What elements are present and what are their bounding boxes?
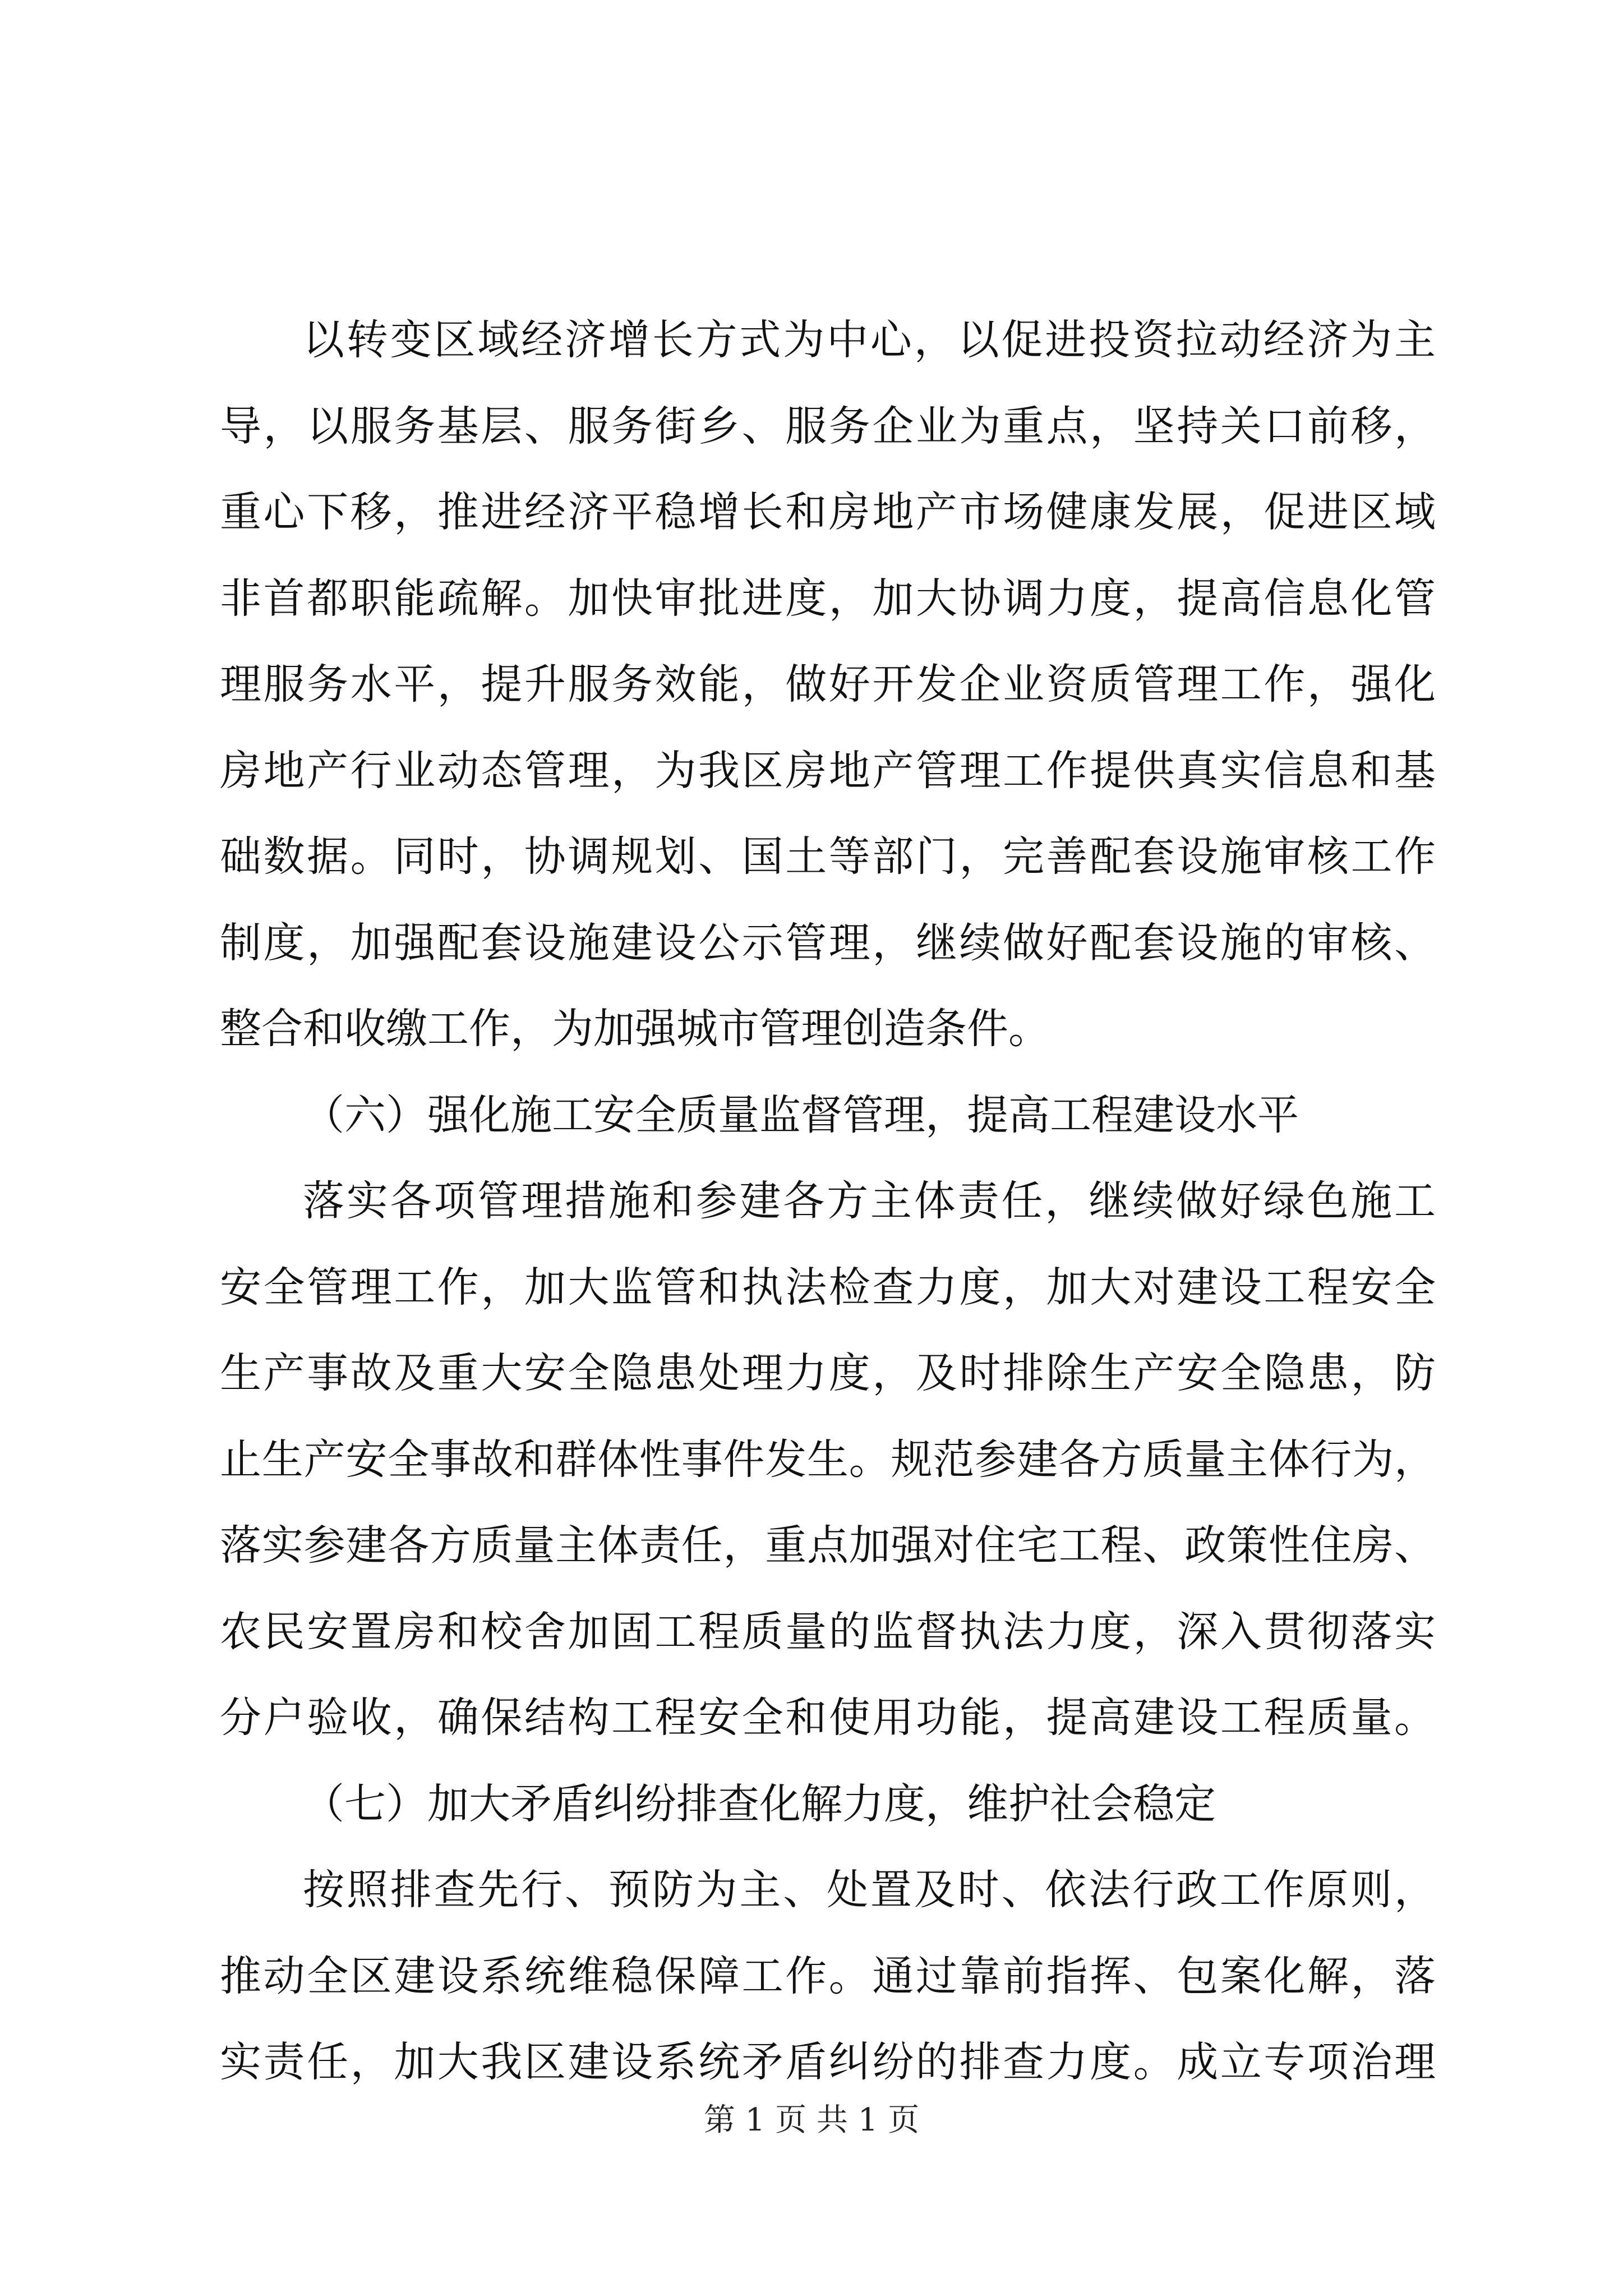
paragraph-line: 导，以服务基层、服务街乡、服务企业为重点，坚持关口前移， — [220, 402, 1436, 450]
paragraph-line: 按照排查先行、预防为主、处置及时、依法行政工作原则， — [303, 1866, 1436, 1914]
paragraph-line: 落实各项管理措施和参建各方主体责任，继续做好绿色施工 — [303, 1177, 1436, 1225]
paragraph-line: 推动全区建设系统维稳保障工作。通过靠前指挥、包案化解，落 — [220, 1952, 1436, 2000]
paragraph-line: 非首都职能疏解。加快审批进度，加大协调力度，提高信息化管 — [220, 574, 1436, 623]
paragraph-line: 制度，加强配套设施建设公示管理，继续做好配套设施的审核、 — [220, 918, 1436, 967]
paragraph-line: 农民安置房和校舍加固工程质量的监督执法力度，深入贯彻落实 — [220, 1607, 1436, 1656]
paragraph-line: 实责任，加大我区建设系统矛盾纠纷的排查力度。成立专项治理 — [220, 2038, 1436, 2086]
page-footer: 第 1 页 共 1 页 — [703, 2102, 920, 2138]
paragraph-line: 重心下移，推进经济平稳增长和房地产市场健康发展，促进区域 — [220, 488, 1436, 536]
paragraph-line: 分户验收，确保结构工程安全和使用功能，提高建设工程质量。 — [220, 1694, 1436, 1742]
paragraph-line: 以转变区域经济增长方式为中心，以促进投资拉动经济为主 — [303, 316, 1436, 364]
paragraph-line: 止生产安全事故和群体性事件发生。规范参建各方质量主体行为， — [220, 1435, 1436, 1484]
section-heading: （六）强化施工安全质量监督管理，提高工程建设水平 — [303, 1091, 1299, 1139]
paragraph-line: 生产事故及重大安全隐患处理力度，及时排除生产安全隐患，防 — [220, 1349, 1436, 1397]
paragraph-line: 落实参建各方质量主体责任，重点加强对住宅工程、政策性住房、 — [220, 1521, 1436, 1570]
document-body — [220, 297, 1436, 2106]
paragraph-line: 安全管理工作，加大监管和执法检查力度，加大对建设工程安全 — [220, 1263, 1436, 1312]
paragraph-line: 房地产行业动态管理，为我区房地产管理工作提供真实信息和基 — [220, 746, 1436, 795]
paragraph-line: 理服务水平，提升服务效能，做好开发企业资质管理工作，强化 — [220, 660, 1436, 708]
section-heading: （七）加大矛盾纠纷排查化解力度，维护社会稳定 — [303, 1779, 1216, 1828]
paragraph-line: 整合和收缴工作，为加强城市管理创造条件。 — [220, 1005, 1050, 1053]
paragraph-line: 础数据。同时，协调规划、国土等部门，完善配套设施审核工作 — [220, 832, 1436, 881]
